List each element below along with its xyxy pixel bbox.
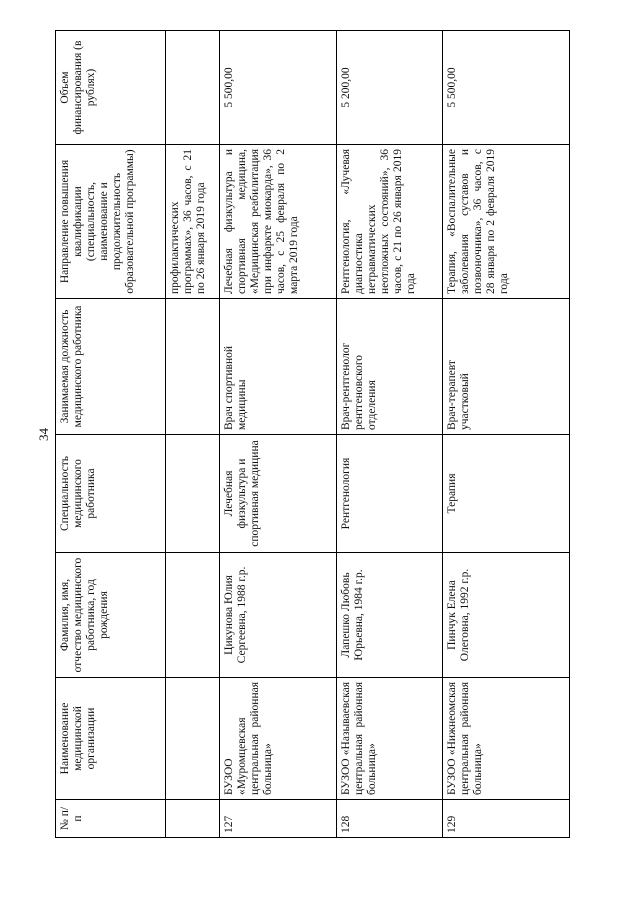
cell-position: Врач-рентгенолог рентгеновского отделения <box>337 299 443 435</box>
cell-amount: 5 500,00 <box>220 31 337 145</box>
cell-direction: Рентгенология, «Лучевая диагностика нетравматических неотложных состояний», 36 часов, с 21 по 26 января 2019 года <box>337 145 443 299</box>
header-cell-amount: Объем финансирования (в рублях) <box>56 31 166 145</box>
table-row <box>166 31 220 838</box>
header-row <box>56 31 166 838</box>
cell-direction: Терапия, «Воспалительные заболевания суставов и позвоночника», 36 часов, с 28 января по 2 февраля 2019 года <box>443 145 570 299</box>
page-number: 34 <box>36 428 51 441</box>
header-cell-num: № п/п <box>56 800 166 838</box>
table-row <box>220 31 337 838</box>
staff-training-table <box>55 30 570 838</box>
cell-num: 127 <box>220 800 337 838</box>
header-cell-spec: Специальность медицинского работника <box>56 435 166 553</box>
cell-position <box>166 299 220 435</box>
cell-spec <box>166 435 220 553</box>
cell-num: 128 <box>337 800 443 838</box>
table-row <box>337 31 443 838</box>
cell-name: Лапешко Любовь Юрьевна, 1984 г.р. <box>337 553 443 678</box>
cell-amount <box>166 31 220 145</box>
cell-org: БУЗОО «Называевская центральная районная больница» <box>337 678 443 800</box>
header-cell-position: Занимаемая должность медицинского работника <box>56 299 166 435</box>
header-cell-direction: Направление повышения квалификации (специальность, наименование и продолжительность образовательной программы) <box>56 145 166 299</box>
table-row <box>443 31 570 838</box>
cell-num: 129 <box>443 800 570 838</box>
cell-amount: 5 500,00 <box>443 31 570 145</box>
cell-direction: Лечебная физкультура и спортивная медицина, «Медицинская реабилитация при инфаркте миокарда», 36 часов, с 25 февраля по 2 марта 2019 года <box>220 145 337 299</box>
cell-direction: профилактических программах», 36 часов, с 21 по 26 января 2019 года <box>166 145 220 299</box>
cell-org <box>166 678 220 800</box>
cell-spec: Рентгенология <box>337 435 443 553</box>
header-cell-name: Фамилия, имя, отчество медицинского работника, год рождения <box>56 553 166 678</box>
header-cell-org: Наименование медицинской организации <box>56 678 166 800</box>
cell-name <box>166 553 220 678</box>
cell-position: Врач спортивной медицины <box>220 299 337 435</box>
cell-spec: Лечебная физкультура и спортивная медицина <box>220 435 337 553</box>
rotated-table-container <box>55 31 569 838</box>
cell-amount: 5 200,00 <box>337 31 443 145</box>
cell-org: БУЗОО «Муромцевская центральная районная больница» <box>220 678 337 800</box>
cell-org: БУЗОО «Нижнеомская центральная районная больница» <box>443 678 570 800</box>
cell-num <box>166 800 220 838</box>
cell-name: Цикунова Юлия Сергеевна, 1988 г.р. <box>220 553 337 678</box>
cell-position: Врач-терапевт участковый <box>443 299 570 435</box>
cell-name: Пинчук Елена Олеговна, 1992 г.р. <box>443 553 570 678</box>
cell-spec: Терапия <box>443 435 570 553</box>
